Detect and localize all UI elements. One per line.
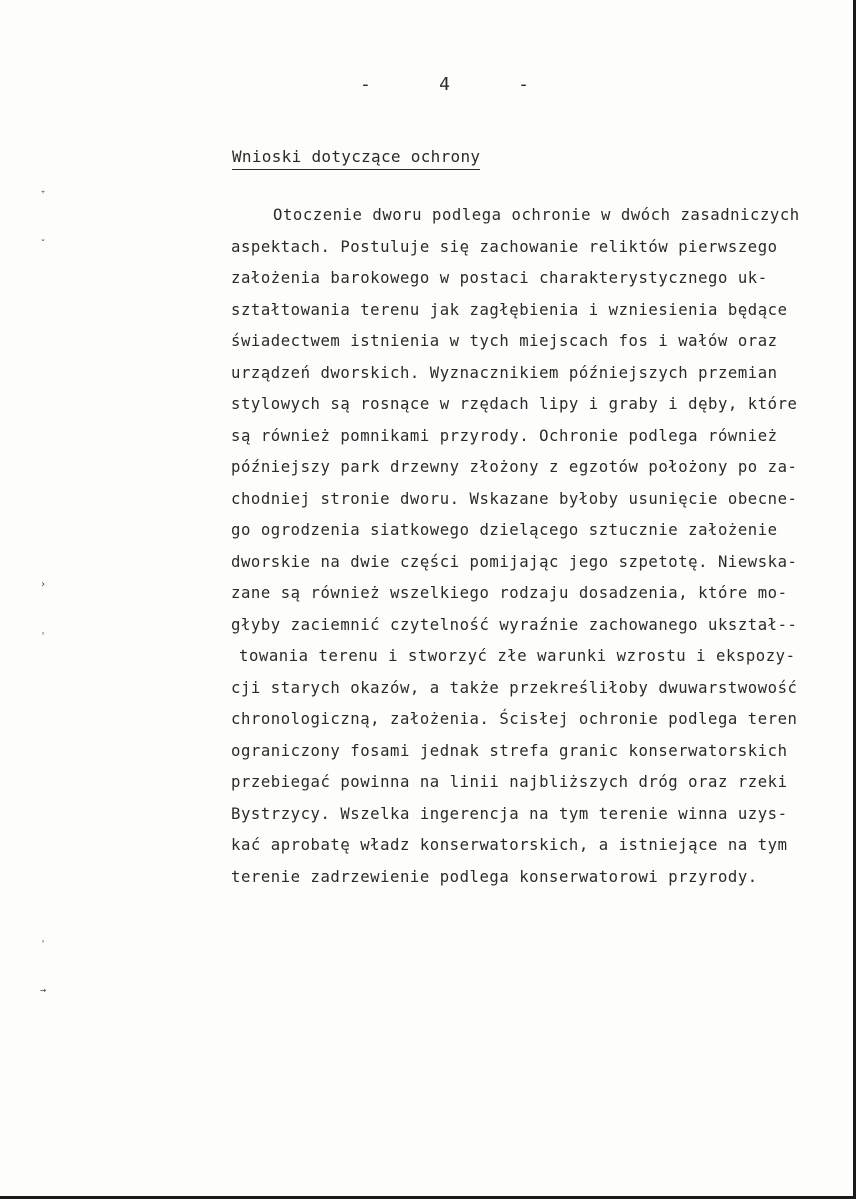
margin-tick-mark: → [40, 985, 47, 996]
text-line: kać aprobatę władz konserwatorskich, a istniejące na tym [231, 836, 788, 854]
text-line: świadectwem istnienia w tych miejscach fos i wałów oraz [231, 332, 778, 350]
text-line: terenie zadrzewienie podlega konserwatorowi przyrody. [231, 867, 758, 886]
body-paragraph [231, 200, 841, 893]
text-line: założenia barokowego w postaci charakterystycznego uk- [231, 269, 768, 287]
margin-tick-mark: ˇ [40, 239, 47, 250]
text-line: Bystrzycy. Wszelka ingerencja na tym terenie winna uzys- [231, 804, 788, 823]
text-line: towania terenu i stworzyć złe warunki wzrostu i ekspozy- [239, 647, 796, 665]
text-line: ształtowania terenu jak zagłębienia i wzniesienia będące [231, 300, 788, 319]
text-line: przebiegać powinna na linii najbliższych dróg oraz rzeki [231, 773, 788, 791]
text-line: stylowych są rosnące w rzędach lipy i graby i dęby, które [231, 395, 798, 413]
page-number-dash-left: - [360, 74, 372, 95]
text-line: Otoczenie dworu podlega ochronie w dwóch zasadniczych [273, 206, 800, 224]
text-line: urządzeń dworskich. Wyznacznikiem późniejszych przemian [231, 363, 778, 382]
text-line: go ogrodzenia siatkowego dzielącego sztucznie założenie [231, 521, 778, 539]
text-line: dworskie na dwie części pomijając jego szpetotę. Niewska- [231, 552, 798, 571]
text-line: aspektach. Postuluje się zachowanie reliktów pierwszego [231, 237, 778, 256]
margin-tick-mark: ˒ [40, 629, 47, 640]
margin-tick-mark: ⁺ [40, 189, 47, 200]
page-number-dash-right: - [518, 74, 530, 95]
text-line: chodniej stronie dworu. Wskazane byłoby usunięcie obecne- [231, 489, 798, 508]
margin-tick-mark: › [40, 579, 47, 590]
page-number-row [360, 74, 530, 95]
margin-tick-mark: ˒ [40, 937, 47, 948]
text-line: zane są również wszelkiego rodzaju dosadzenia, które mo- [231, 584, 788, 602]
text-line: głyby zaciemnić czytelność wyraźnie zachowanego ukształ-- [231, 615, 798, 634]
text-line: chronologiczną, założenia. Ścisłej ochronie podlega teren [231, 710, 798, 728]
text-line: późniejszy park drzewny złożony z egzotów położony po za- [231, 458, 798, 476]
page-number: 4 [439, 74, 451, 95]
text-line: cji starych okazów, a także przekreśliłoby dwuwarstwowość [231, 678, 798, 697]
text-line: są również pomnikami przyrody. Ochronie podlega również [231, 426, 778, 445]
text-line: ograniczony fosami jednak strefa granic konserwatorskich [231, 741, 788, 760]
section-heading: Wnioski dotyczące ochrony [232, 146, 480, 170]
